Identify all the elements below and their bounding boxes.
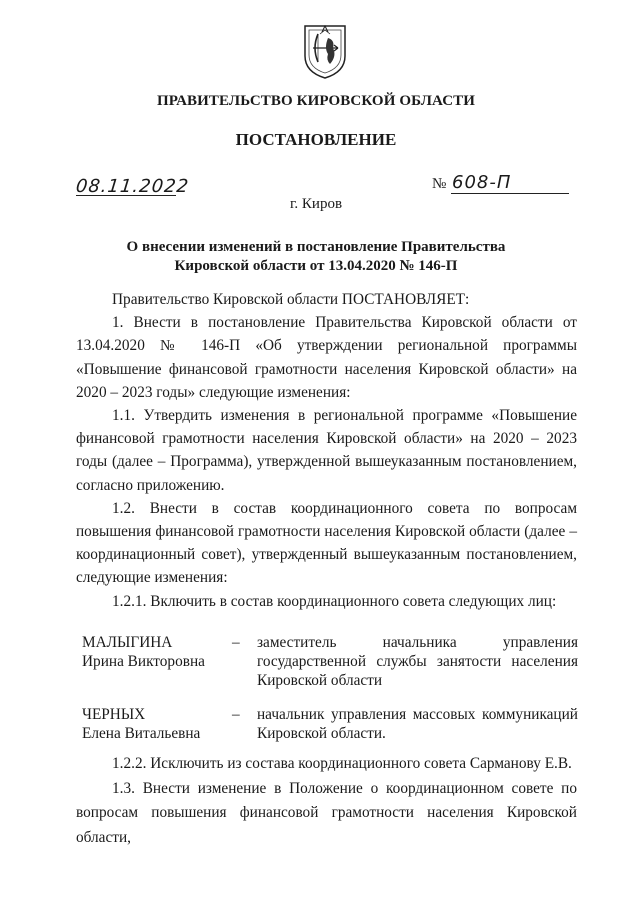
paragraph-1-1: 1.1. Утвердить изменения в региональной программе «Повышение финансовой грамотности населения Кировской области» на 2020 – 2023 годы (далее – Программа), утвержденной вышеуказанным постановлением, согласно приложению. (76, 407, 577, 494)
dash-separator: – (232, 706, 240, 723)
person-surname: МАЛЫГИНА (82, 634, 173, 651)
document-type: ПОСТАНОВЛЕНИЕ (235, 130, 397, 149)
organization-title: ПРАВИТЕЛЬСТВО КИРОВСКОЙ ОБЛАСТИ (157, 93, 475, 109)
coat-of-arms-emblem (300, 18, 350, 80)
document-body (76, 288, 577, 613)
paragraph-1-2-2: 1.2.2. Исключить из состава координационного совета Сарманову Е.В. (112, 755, 572, 772)
intro-paragraph: Правительство Кировской области ПОСТАНОВЛЯЕТ: (112, 291, 470, 308)
document-body-continued (76, 752, 577, 850)
dash-separator: – (232, 634, 240, 651)
paragraph-1-3: 1.3. Внести изменение в Положение о координационном совете по вопросам повышения финансовой грамотности населения Кировской области, (76, 779, 577, 846)
number-underline (451, 193, 569, 194)
subject-line-2: Кировской области от 13.04.2020 № 146-П (174, 258, 458, 274)
paragraph-1-2: 1.2. Внести в состав координационного совета по вопросам повышения финансовой грамотности населения Кировской области (далее – координационный совет), утвержденный вышеуказанным постановлением, следующие изменения: (76, 499, 577, 587)
document-number: 608-П (452, 172, 512, 193)
paragraph-1: 1. Внести в постановление Правительства Кировской области от 13.04.2020 № 146-П «Об утверждении региональной программы «Повышение финансовой грамотности населения Кировской области» на 2020 – 2023 годы» следующие изменения: (76, 314, 577, 401)
city: г. Киров (289, 196, 343, 212)
number-label: № (432, 176, 447, 192)
document-date: 08.11.2022 (74, 176, 191, 197)
person-name (82, 633, 232, 671)
subject-line-1: О внесении изменений в постановление Правительства (126, 239, 506, 255)
document-subject (0, 238, 632, 276)
person-position: начальник управления массовых коммуникаций Кировской области. (257, 706, 578, 742)
person-name (82, 705, 232, 743)
paragraph-1-2-1: 1.2.1. Включить в состав координационного совета следующих лиц: (112, 592, 557, 610)
person-surname: ЧЕРНЫХ (82, 706, 146, 723)
person-given-name: Елена Витальевна (82, 725, 201, 742)
person-given-name: Ирина Викторовна (82, 653, 205, 670)
person-position: заместитель начальника управления государственной службы занятости населения Кировской области (257, 634, 578, 689)
